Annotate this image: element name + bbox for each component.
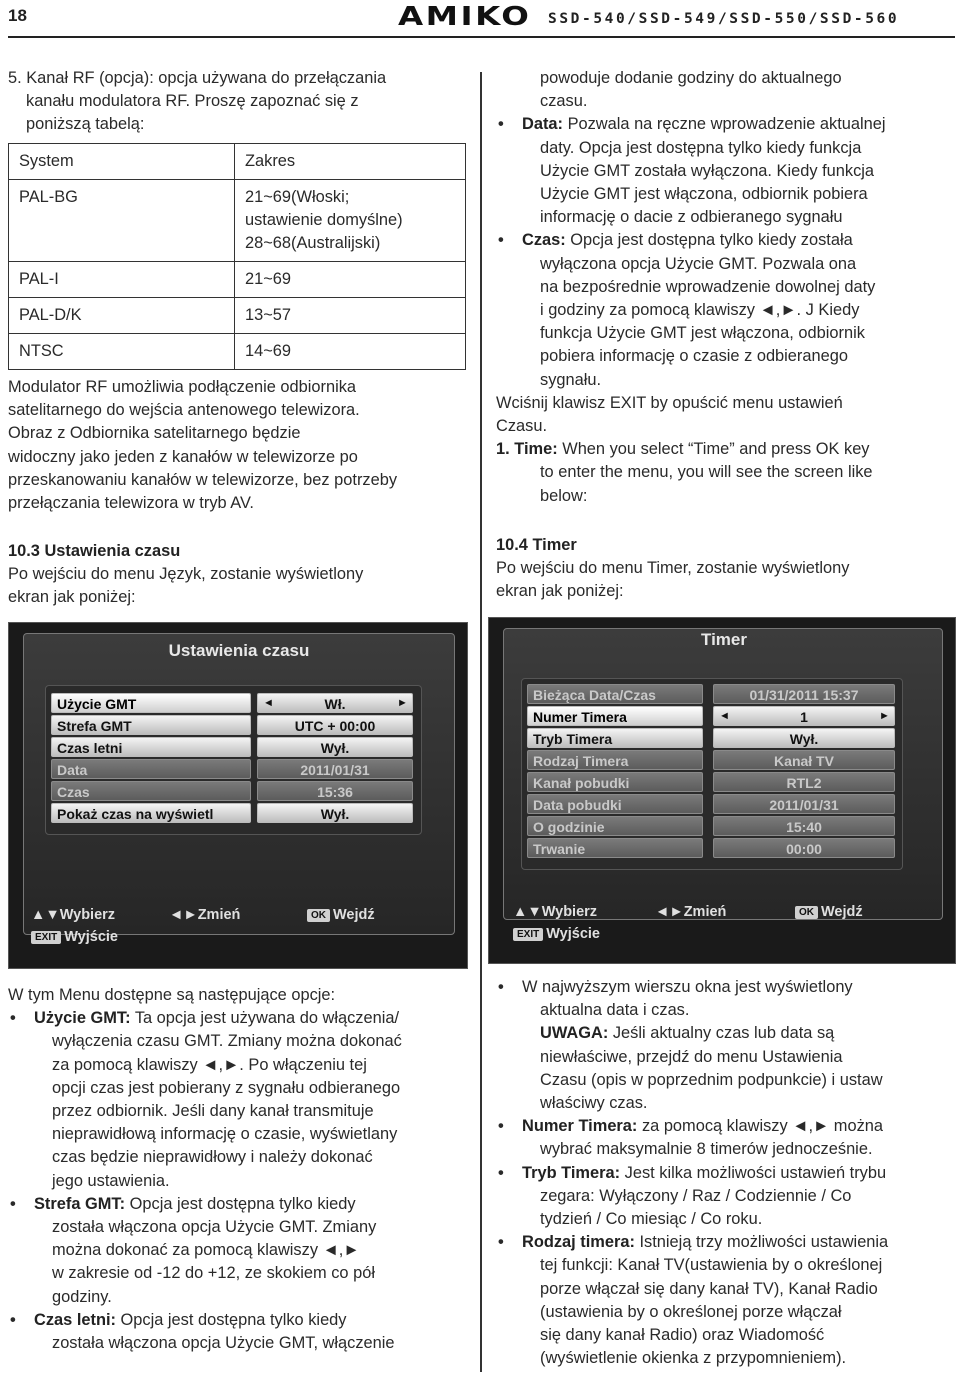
timer-options-list	[496, 976, 958, 1370]
table-header: System	[9, 144, 235, 180]
hint-change: ◄►Zmień	[169, 907, 241, 923]
czas-bullet: • Czas: Opcja jest dostępna tylko kiedy została wyłączona opcja Użycie GMT. Pozwala ona na bezpośrednie wprowadzenie dowolnej daty i godziny za pomocą klawiszy ◄,►. J Kiedy funkcja Użycie GMT jest włączona, odbiornik pobiera informację o czasie z odbieranego sygnału.	[496, 229, 958, 391]
menu-row-gmt-zone[interactable]: Strefa GMT UTC + 00:00	[51, 715, 413, 735]
menu-row-timer-type[interactable]: Rodzaj Timera Kanał TV	[527, 750, 895, 770]
hint-exit: EXIT Wyjście	[31, 929, 118, 945]
column-divider	[480, 72, 482, 1372]
menu-row-wakeup-channel[interactable]: Kanał pobudki RTL2	[527, 772, 895, 792]
screen-title: Timer	[701, 630, 747, 649]
data-bullet: • Data: Pozwala na ręczne wprowadzenie aktualnej daty. Opcja jest dostępna tylko kiedy funkcja Użycie GMT została wyłączona. Kiedy funkcja Użycie GMT jest włączona, odbiornik pobiera informację o dacie z odbieranego sygnału	[496, 113, 958, 229]
gmt-zone-bullet: • Strefa GMT: Opcja jest dostępna tylko kiedy została włączona opcja Użycie GMT. Zmiany można dokonać za pomocą klawiszy ◄,► w zakresie od -12 do +12, ze skokiem co pół godziny.	[8, 1193, 478, 1309]
table-row: PAL-BG 21~69(Włoski; ustawienie domyślne) 28~68(Australijski)	[9, 180, 466, 262]
modulator-paragraph: Modulator RF umożliwia podłączenie odbiornika satelitarnego do wejścia antenowego telewizora. Obraz z Odbiornika satelitarnego będzie widoczny jako jeden z kanałów w telewizorze po przeskanowaniu kanałów w telewizorze, bez potrzeby przełączania telewizora w tryb AV.	[8, 378, 398, 513]
updown-icon: ▲▼	[513, 904, 542, 920]
time-item: 1. Time: When you select “Time” and press OK key to enter the menu, you will see the screen like below:	[496, 440, 873, 505]
time-settings-screenshot	[8, 622, 468, 969]
table-header-row	[9, 144, 466, 180]
hint-select: ▲▼Wybierz	[31, 907, 116, 923]
arrow-right-icon: ►	[879, 710, 890, 722]
table-row: PAL-I 21~69	[9, 262, 466, 298]
leftright-icon: ◄►	[169, 907, 198, 923]
section-heading: 10.3 Ustawienia czasu	[8, 542, 181, 560]
updown-icon: ▲▼	[31, 907, 60, 923]
page-number: 18	[8, 6, 27, 25]
menu-row-display-time[interactable]: Pokaż czas na wyświetl Wył.	[51, 803, 413, 823]
hint-enter: OK Wejdź	[307, 907, 375, 923]
time-options-list: W tym Menu dostępne są następujące opcje: • Użycie GMT: Ta opcja jest używana do włączenia/ wyłączenia czasu GMT. Zmiany można dokonać za pomocą klawiszy ◄,►. Po włączeniu tej opcji czas jest pobierany z sygnału odbieranego przez odbiornik. Jeśli dany kanał transmituje nieprawidłową informację o czasie, wyświetlany czas będzie nieprawidłowy i należy dokonać jego ustawienia. • Strefa GMT: Opcja jest dostępna tylko kiedy została włączona opcja Użycie GMT. Zmiany można dokonać za pomocą klawiszy ◄,► w zakresie od -12 do +12, ze skokiem co pół godziny. • Czas letni: Opcja jest dostępna tylko kiedy została włączona opcja Użycie GMT, włączenie	[8, 984, 478, 1355]
section-heading: 10.4 Timer	[496, 536, 577, 554]
menu-row-at-time[interactable]: O godzinie 15:40	[527, 816, 895, 836]
section-10-3: 10.3 Ustawienia czasu Po wejściu do menu Język, zostanie wyświetlony ekran jak poniżej:	[8, 540, 478, 610]
rf-channel-item: 5. Kanał RF (opcja): opcja używana do przełączania kanału modulatora RF. Proszę zapoznać się z poniższą tabelą:	[8, 69, 387, 134]
menu-row-timer-number[interactable]: Numer Timera 1 ◄ ►	[527, 706, 895, 726]
daylight-bullet: • Czas letni: Opcja jest dostępna tylko kiedy została włączona opcja Użycie GMT, włączenie	[8, 1309, 478, 1355]
menu-row-wakeup-date[interactable]: Data pobudki 2011/01/31	[527, 794, 895, 814]
menu-row-current-datetime: Bieżąca Data/Czas 01/31/2011 15:37	[527, 684, 895, 704]
header-rule	[8, 36, 955, 38]
menu-row-gmt-usage[interactable]: Użycie GMT Wł. ◄ ►	[51, 693, 413, 713]
brand-logo: AMIKO	[398, 2, 532, 32]
screen-title: Ustawienia czasu	[168, 641, 310, 660]
right-top-text: powoduje dodanie godziny do aktualnego czasu. • Data: Pozwala na ręczne wprowadzenie aktualnej daty. Opcja jest dostępna tylko kiedy funkcja Użycie GMT została wyłączona. Kiedy funkcja Użycie GMT jest włączona, odbiornik pobiera informację o dacie z odbieranego sygnału • Czas: Opcja jest dostępna tylko kiedy została wyłączona opcja Użycie GMT. Pozwala ona na bezpośrednie wprowadzenie dowolnej daty i godziny za pomocą klawiszy ◄,►. J Kiedy funkcja Użycie GMT jest włączona, odbiornik pobiera informację o czasie z odbieranego sygnału. Wciśnij klawisz EXIT by opuścić menu ustawień Czasu. 1. Time: When you select “Time” and press OK key to enter the menu, you will see the screen like below:	[496, 67, 958, 508]
section-10-4: 10.4 Timer Po wejściu do menu Timer, zostanie wyświetlony ekran jak poniżej:	[496, 534, 958, 604]
gmt-usage-bullet: • Użycie GMT: Ta opcja jest używana do włączenia/ wyłączenia czasu GMT. Zmiany można dokonać za pomocą klawiszy ◄,►. Po włączeniu tej opcji czas jest pobierany z sygnału odbieranego przez odbiornik. Jeśli dany kanał transmituje nieprawidłową informację o czasie, wyświetlany czas będzie nieprawidłowy i należy dokonać jego ustawienia.	[8, 1007, 478, 1193]
arrow-left-icon: ◄	[719, 710, 730, 722]
arrow-left-icon: ◄	[263, 697, 274, 709]
timer-type-bullet: • Rodzaj timera: Istnieją trzy możliwości ustawienia tej funkcji: Kanał TV(ustawienia by o określonej porze włączał się dany kanał TV), Kanał Radio (ustawienia by o określonej porze włączał się dany kanał Radio) oraz Wiadomość (wyświetlenie okienka z przypomnieniem).	[496, 1231, 958, 1370]
table-row: PAL-D/K 13~57	[9, 298, 466, 334]
hint-exit: EXIT Wyjście	[513, 926, 600, 942]
menu-row-daylight[interactable]: Czas letni Wył.	[51, 737, 413, 757]
menu-row-time[interactable]: Czas 15:36	[51, 781, 413, 801]
hint-change: ◄►Zmień	[655, 904, 727, 920]
hint-enter: OK Wejdź	[795, 904, 863, 920]
menu-row-timer-mode[interactable]: Tryb Timera Wył.	[527, 728, 895, 748]
table-row: NTSC 14~69	[9, 334, 466, 370]
hint-select: ▲▼Wybierz	[513, 904, 598, 920]
top-row-bullet: • W najwyższym wierszu okna jest wyświetlony aktualna data i czas. UWAGA: Jeśli aktualny czas lub data są niewłaściwe, przejdź do menu Ustawienia Czasu (opis w poprzednim podpunkcie) i ustaw właściwy czas.	[496, 976, 958, 1115]
model-list: SSD-540/SSD-549/SSD-550/SSD-560	[548, 11, 900, 27]
rf-range-table	[8, 143, 466, 370]
timer-mode-bullet: • Tryb Timera: Jest kilka możliwości ustawień trybu zegara: Wyłączony / Raz / Codziennie / Co tydzień / Co miesiąc / Co roku.	[496, 1162, 958, 1232]
timer-number-bullet: • Numer Timera: za pomocą klawiszy ◄,► można wybrać maksymalnie 8 timerów jednocześnie.	[496, 1115, 958, 1161]
timer-screenshot	[488, 617, 956, 964]
table-header: Zakres	[235, 144, 466, 180]
menu-row-duration[interactable]: Trwanie 00:00	[527, 838, 895, 858]
leftright-icon: ◄►	[655, 904, 684, 920]
menu-row-date[interactable]: Data 2011/01/31	[51, 759, 413, 779]
arrow-right-icon: ►	[397, 697, 408, 709]
